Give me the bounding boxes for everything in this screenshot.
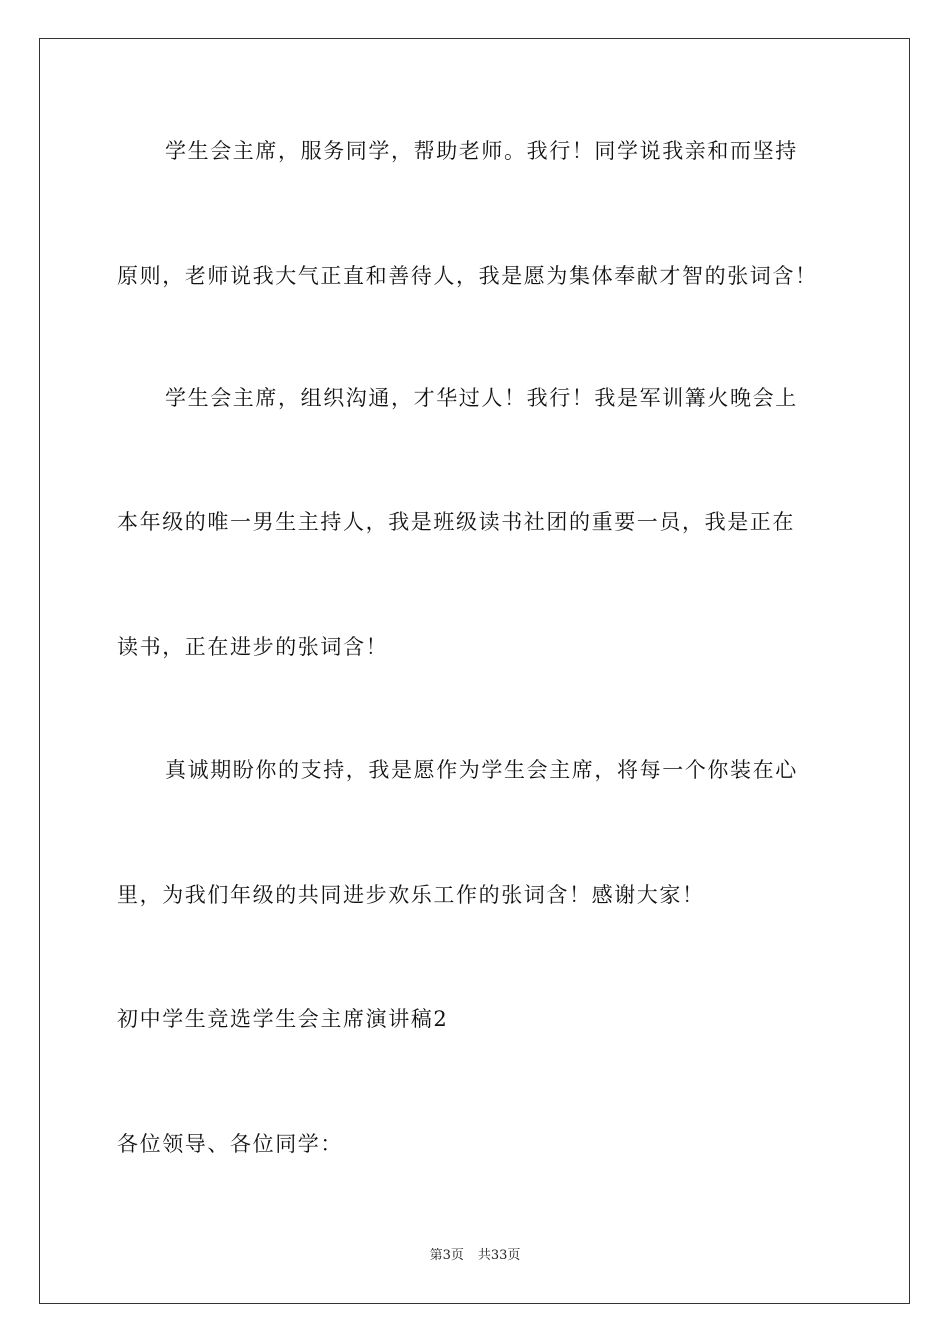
paragraph-1-line-2: 原则，老师说我大气正直和善待人，我是愿为集体奉献才智的张词含！ [117, 264, 818, 288]
paragraph-2-line-1: 学生会主席，组织沟通，才华过人！我行！我是军训篝火晚会上 [165, 386, 798, 410]
page-number-total: 共33页 [477, 1248, 521, 1263]
paragraph-1-line-1: 学生会主席，服务同学，帮助老师。我行！同学说我亲和而坚持 [165, 139, 798, 163]
paragraph-2-line-2: 本年级的唯一男生主持人，我是班级读书社团的重要一员，我是正在 [117, 510, 795, 534]
paragraph-3-line-1: 真诚期盼你的支持，我是愿作为学生会主席，将每一个你装在心 [165, 758, 798, 782]
salutation: 各位领导、各位同学： [117, 1132, 343, 1156]
page-frame [39, 38, 910, 1304]
page-number-current: 第3页 [429, 1248, 464, 1263]
paragraph-2-line-3: 读书，正在进步的张词含！ [117, 635, 389, 659]
page-footer [0, 1247, 950, 1265]
paragraph-3-line-2: 里，为我们年级的共同进步欢乐工作的张词含！感谢大家！ [117, 883, 705, 907]
section-heading: 初中学生竞选学生会主席演讲稿2 [117, 1007, 449, 1031]
